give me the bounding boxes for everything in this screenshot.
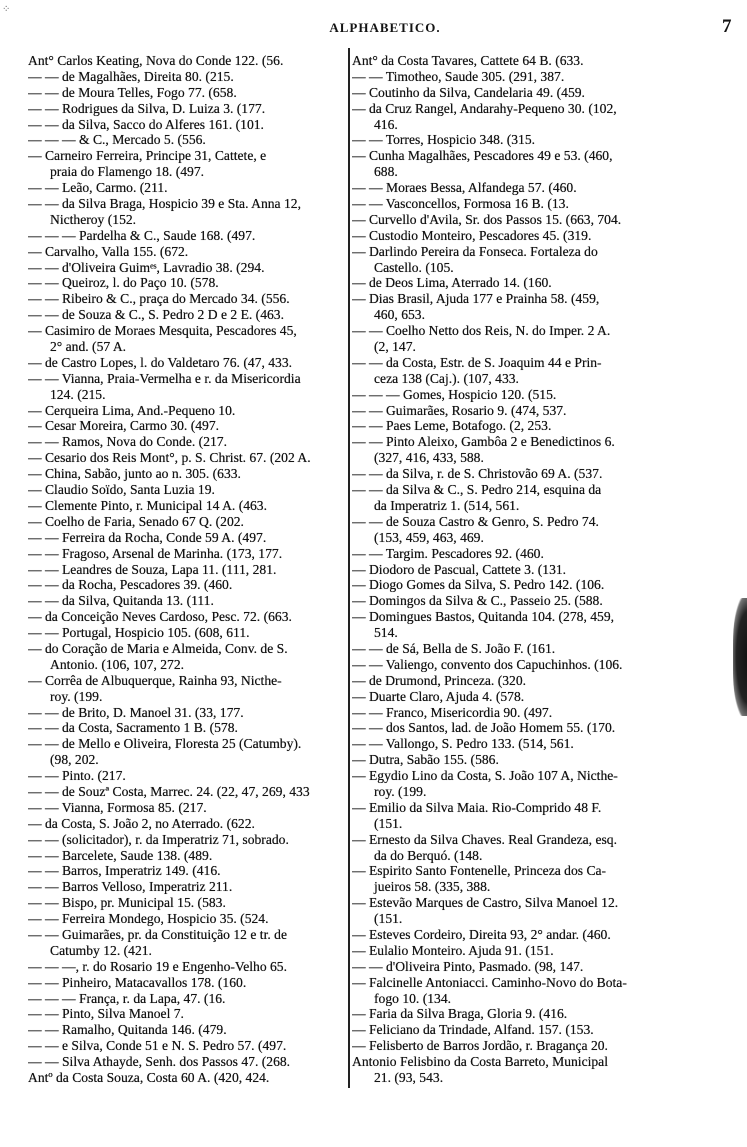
directory-entry: — de Castro Lopes, l. do Valdetaro 76. (47, 433. bbox=[28, 354, 293, 370]
directory-entry: — — da Silva, Sacco do Alferes 161. (101. bbox=[28, 116, 264, 132]
directory-entry-continuation: 124. (215. bbox=[50, 386, 106, 402]
directory-entry: — — Ribeiro & C., praça do Mercado 34. (556. bbox=[28, 291, 290, 307]
directory-entry: — da Cruz Rangel, Andarahy-Pequeno 30. (102, bbox=[352, 100, 617, 116]
binding-shadow bbox=[733, 598, 747, 716]
directory-entry-continuation: (2, 147. bbox=[374, 339, 416, 355]
directory-entry: — Cunha Magalhães, Pescadores 49 e 53. (460, bbox=[352, 148, 613, 164]
column-divider bbox=[348, 48, 350, 1088]
directory-entry: — — Ferreira Mondego, Hospicio 35. (524. bbox=[28, 911, 269, 927]
directory-entry: — Corrêa de Albuquerque, Rainha 93, Nicthe- bbox=[28, 672, 282, 688]
directory-entry: — Faria da Silva Braga, Gloria 9. (416. bbox=[352, 1006, 568, 1022]
directory-entry: — — Fragoso, Arsenal de Marinha. (173, 177. bbox=[28, 545, 283, 561]
directory-entry: — China, Sabão, junto ao n. 305. (633. bbox=[28, 466, 241, 482]
directory-entry: — — Guimarães, pr. da Constituição 12 e tr. de bbox=[28, 926, 287, 942]
directory-entry-continuation: 460, 653. bbox=[374, 307, 425, 323]
directory-entry-continuation: jueiros 58. (335, 388. bbox=[374, 879, 491, 895]
directory-entry: — do Coração de Maria e Almeida, Conv. de S. bbox=[28, 640, 288, 656]
directory-entry-continuation: Catumby 12. (421. bbox=[50, 942, 152, 958]
directory-entry: — — da Silva Braga, Hospicio 39 e Sta. Anna 12, bbox=[28, 196, 301, 212]
directory-entry: — — Barros, Imperatriz 149. (416. bbox=[28, 863, 221, 879]
directory-entry: — — Targim. Pescadores 92. (460. bbox=[352, 545, 544, 561]
left-column bbox=[28, 53, 346, 1086]
directory-entry: Antonio Felisbino da Costa Barreto, Municipal bbox=[352, 1054, 608, 1070]
directory-entry: — Carneiro Ferreira, Principe 31, Cattete, e bbox=[28, 148, 267, 164]
directory-entry: — Espirito Santo Fontenelle, Princeza dos Ca- bbox=[352, 863, 607, 879]
directory-entry: — Claudio Soïdo, Santa Luzia 19. bbox=[28, 482, 215, 498]
directory-entry: — — — & C., Mercado 5. (556. bbox=[28, 132, 206, 148]
directory-entry: — — de Sá, Bella de S. João F. (161. bbox=[352, 640, 556, 656]
directory-entry: — Casimiro de Moraes Mesquita, Pescadores 45, bbox=[28, 323, 297, 339]
directory-entry: — — Ferreira da Rocha, Conde 59 A. (497. bbox=[28, 529, 267, 545]
directory-entry-continuation: (327, 416, 433, 588. bbox=[374, 450, 484, 466]
directory-entry: — — Franco, Misericordia 90. (497. bbox=[352, 704, 553, 720]
directory-entry: — — Vallongo, S. Pedro 133. (514, 561. bbox=[352, 736, 574, 752]
directory-entry-continuation: roy. (199. bbox=[50, 688, 103, 704]
directory-entry-continuation: ceza 138 (Caj.). (107, 433. bbox=[374, 370, 519, 386]
directory-entry: — de Drumond, Princeza. (320. bbox=[352, 672, 527, 688]
directory-entry: — — de Souzª Costa, Marrec. 24. (22, 47, 269, 433 bbox=[28, 783, 310, 799]
directory-entry: — — Barros Velloso, Imperatriz 211. bbox=[28, 879, 233, 895]
directory-entry: — Duarte Claro, Ajuda 4. (578. bbox=[352, 688, 525, 704]
directory-entry: — Carvalho, Valla 155. (672. bbox=[28, 243, 189, 259]
directory-entry: — Cesario dos Reis Mont°, p. S. Christ. 67. (202 A. bbox=[28, 450, 311, 466]
directory-entry: — — dos Santos, lad. de João Homem 55. (170. bbox=[352, 720, 616, 736]
directory-entry: — Darlindo Pereira da Fonseca. Fortaleza do bbox=[352, 243, 598, 259]
directory-entry: — Clemente Pinto, r. Municipal 14 A. (463. bbox=[28, 497, 268, 513]
directory-entry-continuation: roy. (199. bbox=[374, 783, 427, 799]
directory-entry: — — — Gomes, Hospicio 120. (515. bbox=[352, 386, 557, 402]
directory-entry: Antº da Costa Souza, Costa 60 A. (420, 424. bbox=[28, 1070, 270, 1085]
directory-entry: — Custodio Monteiro, Pescadores 45. (319. bbox=[352, 227, 592, 243]
directory-entry: — Coelho de Faria, Senado 67 Q. (202. bbox=[28, 513, 244, 529]
directory-entry: Ant° Carlos Keating, Nova do Conde 122. (56. bbox=[28, 53, 284, 68]
directory-entry: — — da Silva, Quitanda 13. (111. bbox=[28, 593, 214, 609]
directory-entry: — Domingos da Silva & C., Passeio 25. (588. bbox=[352, 593, 603, 609]
directory-entry: — Diodoro de Pascual, Cattete 3. (131. bbox=[352, 561, 567, 577]
directory-entry: — — Leão, Carmo. (211. bbox=[28, 180, 168, 196]
directory-entry: — — de Moura Telles, Fogo 77. (658. bbox=[28, 84, 237, 100]
directory-entry-continuation: da Imperatriz 1. (514, 561. bbox=[374, 497, 520, 513]
directory-entry: — — Pinheiro, Matacavallos 178. (160. bbox=[28, 974, 247, 990]
directory-entry: — — da Costa, Estr. de S. Joaquim 44 e Prin- bbox=[352, 354, 602, 370]
directory-entry: — — da Silva & C., S. Pedro 214, esquina da bbox=[352, 482, 602, 498]
directory-entry: — Falcinelle Antoniacci. Caminho-Novo do Bota- bbox=[352, 974, 627, 990]
directory-entry: — — Queiroz, l. do Paço 10. (578. bbox=[28, 275, 219, 291]
directory-entry: — — — França, r. da Lapa, 47. (16. bbox=[28, 990, 226, 1006]
directory-entry: — Felisberto de Barros Jordão, r. Bragança 20. bbox=[352, 1038, 608, 1054]
directory-entry: — — d'Oliveira Guimᵉˢ, Lavradio 38. (294. bbox=[28, 259, 265, 275]
directory-entry: — — e Silva, Conde 51 e N. S. Pedro 57. (497. bbox=[28, 1038, 287, 1054]
directory-entry-continuation: fogo 10. (134. bbox=[374, 990, 452, 1006]
directory-entry-continuation: 514. bbox=[374, 625, 398, 641]
directory-entry: — Dias Brasil, Ajuda 177 e Prainha 58. (459, bbox=[352, 291, 600, 307]
directory-entry: — — Guimarães, Rosario 9. (474, 537. bbox=[352, 402, 567, 418]
directory-entry: — — Rodrigues da Silva, D. Luiza 3. (177. bbox=[28, 100, 266, 116]
directory-entry: — — de Brito, D. Manoel 31. (33, 177. bbox=[28, 704, 244, 720]
directory-entry: — — de Souza & C., S. Pedro 2 D e 2 E. (463. bbox=[28, 307, 284, 323]
directory-entry: — — Ramalho, Quitanda 146. (479. bbox=[28, 1022, 227, 1038]
directory-entry: — — Bispo, pr. Municipal 15. (583. bbox=[28, 895, 226, 911]
directory-entry: — — Pinto, Silva Manoel 7. bbox=[28, 1006, 184, 1022]
directory-entry: — — Valiengo, convento dos Capuchinhos. (106. bbox=[352, 656, 623, 672]
directory-entry: — — Vianna, Praia-Vermelha e r. da Misericordia bbox=[28, 370, 301, 386]
directory-entry: — — de Souza Castro & Genro, S. Pedro 74. bbox=[352, 513, 599, 529]
directory-entry: — — Coelho Netto dos Reis, N. do Imper. 2 A. bbox=[352, 323, 611, 339]
directory-entry: — — da Silva, r. de S. Christovão 69 A. (537. bbox=[352, 466, 603, 482]
directory-entry: — — Paes Leme, Botafogo. (2, 253. bbox=[352, 418, 552, 434]
directory-entry-continuation: (151. bbox=[374, 815, 403, 831]
directory-entry: — Curvello d'Avila, Sr. dos Passos 15. (663, 704. bbox=[352, 211, 622, 227]
directory-entry-continuation: (151. bbox=[374, 911, 403, 927]
directory-entry: — Coutinho da Silva, Candelaria 49. (459. bbox=[352, 84, 585, 100]
directory-entry: — — Portugal, Hospicio 105. (608, 611. bbox=[28, 625, 250, 641]
directory-entry: — — da Costa, Sacramento 1 B. (578. bbox=[28, 720, 238, 736]
directory-entry: — — Timotheo, Saude 305. (291, 387. bbox=[352, 68, 565, 84]
directory-entry-continuation: praia do Flamengo 18. (497. bbox=[50, 164, 205, 180]
directory-entry: — — Vianna, Formosa 85. (217. bbox=[28, 799, 207, 815]
directory-entry-continuation: 21. (93, 543. bbox=[374, 1070, 444, 1085]
directory-entry-continuation: 2° and. (57 A. bbox=[50, 339, 127, 355]
directory-entry: — Emilio da Silva Maia. Rio-Comprido 48 F. bbox=[352, 799, 602, 815]
directory-entry: — Eulalio Monteiro. Ajuda 91. (151. bbox=[352, 942, 554, 958]
directory-entry: — — de Magalhães, Direita 80. (215. bbox=[28, 68, 234, 84]
directory-entry-continuation: Nictheroy (152. bbox=[50, 211, 137, 227]
directory-entry-continuation: (153, 459, 463, 469. bbox=[374, 529, 484, 545]
directory-entry: — de Deos Lima, Aterrado 14. (160. bbox=[352, 275, 552, 291]
directory-entry: — — Torres, Hospicio 348. (315. bbox=[352, 132, 536, 148]
directory-entry: — Ernesto da Silva Chaves. Real Grandeza, esq. bbox=[352, 831, 617, 847]
directory-entry-continuation: Castello. (105. bbox=[374, 259, 454, 275]
page-header-title: ALPHABETICO. bbox=[329, 20, 441, 35]
directory-entry: — — Leandres de Souza, Lapa 11. (111, 281. bbox=[28, 561, 277, 577]
directory-entry: — Estevão Marques de Castro, Silva Manoel 12. bbox=[352, 895, 619, 911]
directory-entry-continuation: Antonio. (106, 107, 272. bbox=[50, 656, 185, 672]
directory-entry: — — Moraes Bessa, Alfandega 57. (460. bbox=[352, 180, 577, 196]
directory-entry: — Egydio Lino da Costa, S. João 107 A, Nicthe- bbox=[352, 768, 618, 784]
right-column bbox=[352, 53, 737, 1086]
directory-entry: — Diogo Gomes da Silva, S. Pedro 142. (106. bbox=[352, 577, 605, 593]
directory-entry-continuation: (98, 202. bbox=[50, 752, 99, 768]
directory-entry: — — d'Oliveira Pinto, Pasmado. (98, 147. bbox=[352, 958, 584, 974]
directory-entry: — — — Pardelha & C., Saude 168. (497. bbox=[28, 227, 256, 243]
directory-entry: — Cesar Moreira, Carmo 30. (497. bbox=[28, 418, 220, 434]
directory-entry: — — (solicitador), r. da Imperatriz 71, sobrado. bbox=[28, 831, 289, 847]
directory-entry-continuation: 688. bbox=[374, 164, 398, 180]
directory-entry: — — Barcelete, Saude 138. (489. bbox=[28, 847, 213, 863]
directory-entry-continuation: da do Berquó. (148. bbox=[374, 847, 483, 863]
scan-speck: ⁘ bbox=[2, 4, 11, 15]
directory-entry: — — Vasconcellos, Formosa 16 B. (13. bbox=[352, 196, 569, 212]
directory-entry: — — Pinto Aleixo, Gambôa 2 e Benedictinos 6. bbox=[352, 434, 615, 450]
directory-entry: — Dutra, Sabão 155. (586. bbox=[352, 752, 499, 768]
directory-entry: — — —, r. do Rosario 19 e Engenho-Velho 65. bbox=[28, 958, 288, 974]
directory-entry: — — Ramos, Nova do Conde. (217. bbox=[28, 434, 227, 450]
directory-entry: — Esteves Cordeiro, Direita 93, 2° andar. (460. bbox=[352, 926, 611, 942]
page-number: 7 bbox=[722, 16, 732, 37]
directory-entry: — — Silva Athayde, Senh. dos Passos 47. (268. bbox=[28, 1054, 291, 1070]
directory-entry: — da Conceição Neves Cardoso, Pesc. 72. (663. bbox=[28, 609, 292, 625]
directory-entry: — Feliciano da Trindade, Alfand. 157. (153. bbox=[352, 1022, 594, 1038]
directory-entry: — — Pinto. (217. bbox=[28, 768, 126, 784]
directory-entry: — — da Rocha, Pescadores 39. (460. bbox=[28, 577, 233, 593]
directory-entry-continuation: 416. bbox=[374, 116, 398, 132]
directory-entry: — — de Mello e Oliveira, Floresta 25 (Catumby). bbox=[28, 736, 302, 752]
directory-entry: — da Costa, S. João 2, no Aterrado. (622. bbox=[28, 815, 255, 831]
directory-entry: Ant° da Costa Tavares, Cattete 64 B. (633. bbox=[352, 53, 584, 68]
directory-entry: — Cerqueira Lima, And.-Pequeno 10. bbox=[28, 402, 236, 418]
directory-entry: — Domingues Bastos, Quitanda 104. (278, 459, bbox=[352, 609, 615, 625]
